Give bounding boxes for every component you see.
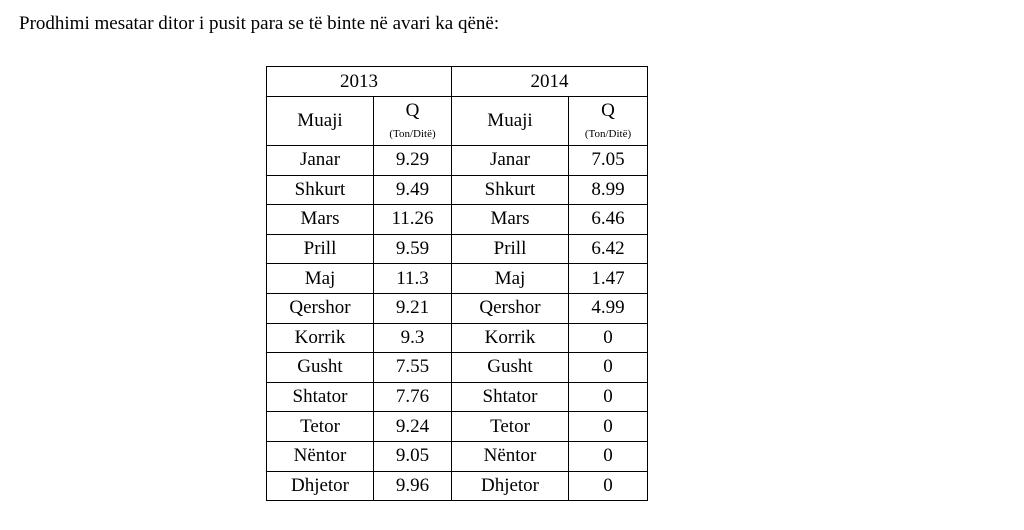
table-row	[267, 412, 648, 442]
table-row	[267, 353, 648, 383]
month-2013-cell: Qershor	[267, 293, 374, 323]
month-2013-cell: Nëntor	[267, 441, 374, 471]
q-2013-cell: 7.55	[374, 353, 452, 383]
month-2013-cell: Shkurt	[267, 175, 374, 205]
q-unit-2014: (Ton/Ditë)	[584, 127, 632, 140]
month-2013-cell: Dhjetor	[267, 471, 374, 501]
month-header-2014: Muaji	[452, 97, 569, 146]
q-2014-cell: 1.47	[569, 264, 648, 294]
q-label-2014: Q	[601, 99, 615, 121]
table-row	[267, 146, 648, 176]
year-2013-header: 2013	[267, 67, 452, 97]
table-row	[267, 293, 648, 323]
q-2014-cell: 6.46	[569, 205, 648, 235]
month-2014-cell: Shtator	[452, 382, 569, 412]
intro-text: Prodhimi mesatar ditor i pusit para se të binte në avari ka qënë:	[19, 13, 500, 34]
month-2013-cell: Prill	[267, 234, 374, 264]
q-2014-cell: 0	[569, 353, 648, 383]
month-2013-cell: Gusht	[267, 353, 374, 383]
q-2014-cell: 4.99	[569, 293, 648, 323]
month-2014-cell: Nëntor	[452, 441, 569, 471]
month-header-2013: Muaji	[267, 97, 374, 146]
month-2013-cell: Janar	[267, 146, 374, 176]
table-row	[267, 234, 648, 264]
q-2014-cell: 7.05	[569, 146, 648, 176]
month-2014-cell: Prill	[452, 234, 569, 264]
month-2014-cell: Janar	[452, 146, 569, 176]
month-2014-cell: Dhjetor	[452, 471, 569, 501]
table-row	[267, 382, 648, 412]
month-2014-cell: Qershor	[452, 293, 569, 323]
table-row	[267, 471, 648, 501]
month-2013-cell: Mars	[267, 205, 374, 235]
table-body	[267, 146, 648, 501]
q-header-2014	[569, 97, 648, 146]
q-2014-cell: 8.99	[569, 175, 648, 205]
q-2014-cell: 6.42	[569, 234, 648, 264]
q-2013-cell: 7.76	[374, 382, 452, 412]
q-2013-cell: 9.59	[374, 234, 452, 264]
month-2014-cell: Tetor	[452, 412, 569, 442]
table-row	[267, 323, 648, 353]
q-label-2013: Q	[405, 99, 420, 121]
month-2013-cell: Tetor	[267, 412, 374, 442]
column-header-row	[267, 97, 648, 146]
q-header-2013	[374, 97, 452, 146]
table-row	[267, 441, 648, 471]
q-2013-cell: 11.3	[374, 264, 452, 294]
q-unit-2013: (Ton/Ditë)	[389, 127, 436, 140]
q-2014-cell: 0	[569, 323, 648, 353]
production-table	[266, 66, 648, 501]
table-row	[267, 264, 648, 294]
q-2014-cell: 0	[569, 471, 648, 501]
q-2014-cell: 0	[569, 382, 648, 412]
month-2014-cell: Mars	[452, 205, 569, 235]
q-2013-cell: 9.24	[374, 412, 452, 442]
q-2014-cell: 0	[569, 412, 648, 442]
q-2013-cell: 9.29	[374, 146, 452, 176]
q-2014-cell: 0	[569, 441, 648, 471]
table-row	[267, 205, 648, 235]
month-2014-cell: Korrik	[452, 323, 569, 353]
month-2014-cell: Shkurt	[452, 175, 569, 205]
q-2013-cell: 9.96	[374, 471, 452, 501]
month-2014-cell: Maj	[452, 264, 569, 294]
year-header-row	[267, 67, 648, 97]
year-2014-header: 2014	[452, 67, 648, 97]
q-2013-cell: 11.26	[374, 205, 452, 235]
q-2013-cell: 9.3	[374, 323, 452, 353]
month-2014-cell: Gusht	[452, 353, 569, 383]
table-row	[267, 175, 648, 205]
q-2013-cell: 9.21	[374, 293, 452, 323]
q-2013-cell: 9.05	[374, 441, 452, 471]
month-2013-cell: Korrik	[267, 323, 374, 353]
q-2013-cell: 9.49	[374, 175, 452, 205]
month-2013-cell: Shtator	[267, 382, 374, 412]
month-2013-cell: Maj	[267, 264, 374, 294]
